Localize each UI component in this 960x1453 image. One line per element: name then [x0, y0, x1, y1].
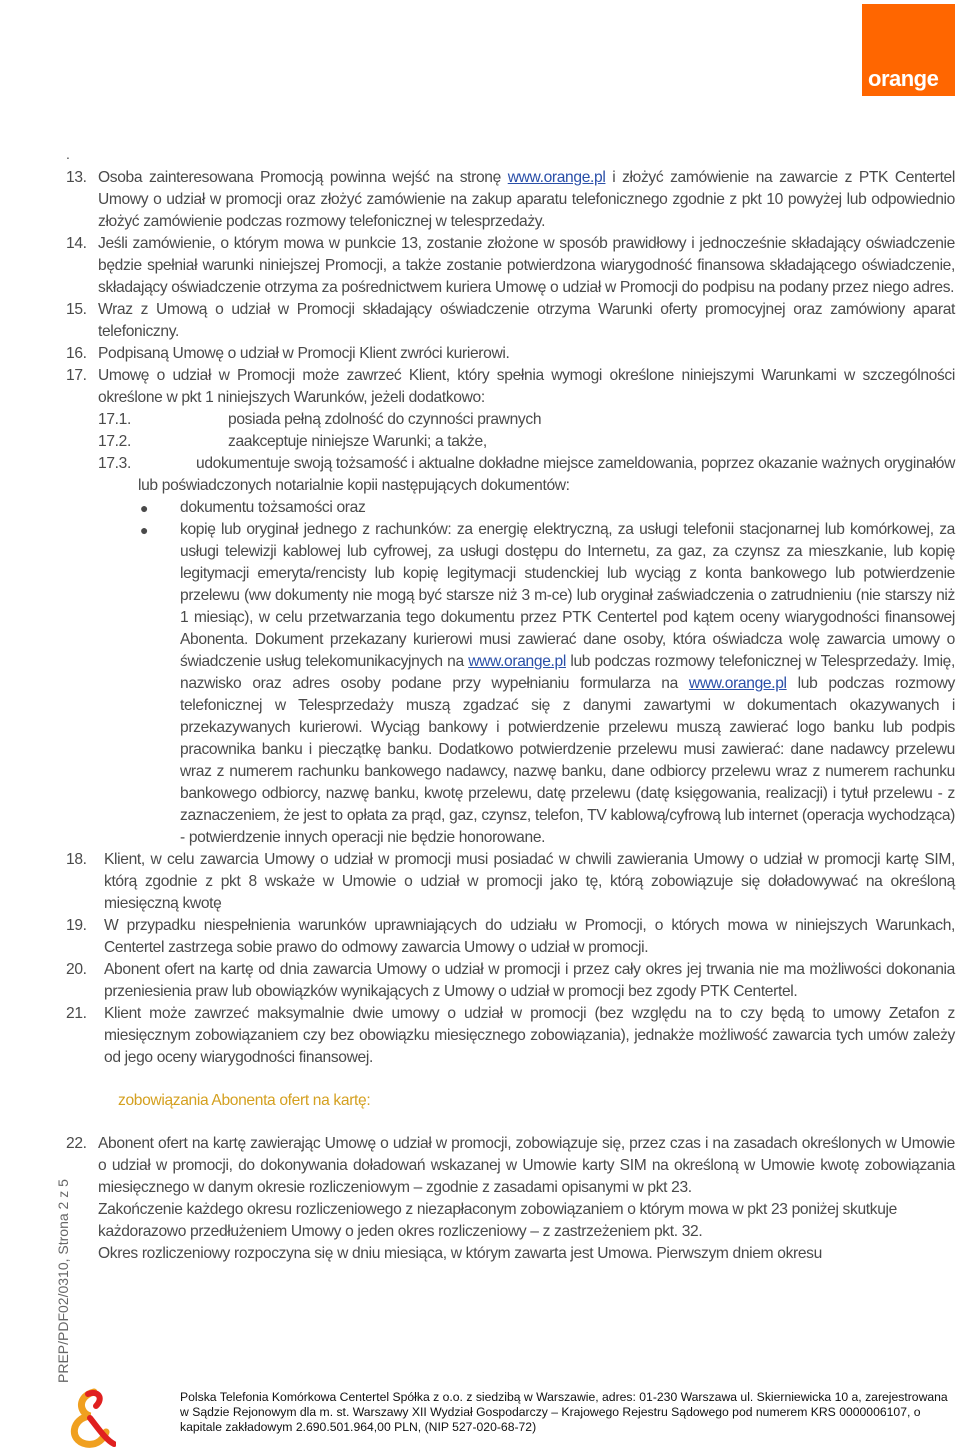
orange-ampersand-logo-icon — [64, 1388, 116, 1448]
orange-link[interactable]: www.orange.pl — [468, 653, 566, 670]
section-heading: zobowiązania Abonenta ofert na kartę: — [118, 1092, 371, 1109]
list-item: 19. W przypadku niespełnienia warunków uprawniających do udziału w Promocji, o których mowa w niniejszych Warunkach, Centertel zastrzega sobie prawo do odmowy zawarcia Umowy o udział w promocji. — [66, 917, 955, 956]
orange-logo: orange — [862, 4, 955, 96]
list-item: 13. Osoba zainteresowana Promocją powinna wejść na stronę www.orange.pl i złożyć zamówienie na zawarcie z PTK Centertel Umowy o udział w promocji oraz złożyć zamówienie na zakup aparatu telefonicznego zgodnie z pkt 10 powyżej lub odpowiednio złożyć zamówienie podczas rozmowy telefonicznej w telesprzedaży. — [66, 169, 955, 230]
paragraph: Okres rozliczeniowy rozpoczyna się w dniu miesiąca, w którym zawarta jest Umowa. Pierwszym dniem okresu — [98, 1245, 822, 1262]
orange-link[interactable]: www.orange.pl — [507, 169, 606, 186]
sub-item: 17.3. udokumentuje swoją tożsamość i aktualne dokładne miejsce zameldowania, poprzez okazanie ważnych oryginałów lub poświadczonych notarialnie kopii następujących dokumentów: — [98, 455, 955, 494]
list-item: 21. Klient może zawrzeć maksymalnie dwie umowy o udział w promocji (bez względu na to czy będą to umowy Zetafon z miesięcznym zobowiązaniem czy bez obowiązku miesięcznego zobowiązania), jednakże możliwość zawarcia tych umów zależy od jego oceny wiarygodności finansowej. — [66, 1005, 955, 1066]
list-item: 14. Jeśli zamówienie, o którym mowa w punkcie 13, zostanie złożone w sposób prawidłowy i jednocześnie składający oświadczenie będzie spełniał warunki niniejszej Promocji, a także zostanie potwierdzona wiarygodność finansowa składającego oświadczenie, składający oświadczenie otrzyma za pośrednictwem kuriera Umowę o udział w Promocji do podpisu na podany przez niego adres. — [66, 235, 955, 296]
list-item: 15. Wraz z Umową o udział w Promocji składający oświadczenie otrzyma Warunki oferty promocyjnej oraz zamówiony aparat telefoniczny. — [66, 301, 955, 340]
paragraph: Zakończenie każdego okresu rozliczeniowego z niezapłaconym zobowiązaniem o którym mowa w pkt 23 poniżej skutkuje każdorazowo przedłużeniem Umowy o jeden okres rozliczeniowy – z zastrzeżeniem pkt. 32. — [98, 1201, 897, 1240]
bullet-icon: ● — [140, 500, 149, 516]
list-item: 18. Klient, w celu zawarcia Umowy o udział w promocji musi posiadać w chwili zawierania Umowy o udział w promocji kartę SIM, którą zgodnie z pkt 8 wskaże w Umowie o udział w promocji jako tę, którą zobowiązuje się doładowywać na określoną miesięczną kwotę — [66, 851, 955, 912]
list-item: 16. Podpisaną Umowę o udział w Promocji Klient zwróci kurierowi. — [66, 345, 510, 362]
list-item: 20. Abonent ofert na kartę od dnia zawarcia Umowy o udział w promocji i przez cały okres jej trwania nie ma możliwości dokonania przeniesienia praw lub obowiązków wynikających z Umowy o udział w promocji bez zgody PTK Centertel. — [66, 961, 955, 1000]
bullet-item: ● dokumentu tożsamości oraz — [66, 497, 955, 519]
document-body — [66, 167, 955, 1265]
bullet-item: ● kopię lub oryginał jednego z rachunków: za energię elektryczną, za usługi telefonii stacjonarnej lub komórkowej, za usługi telewizji kablowej lub cyfrowej, za usługi dostępu do Internetu, za gaz, za czynsz za mieszkanie, lub kopię legitymacji emeryta/rencisty lub kopię legitymacji studenckiej lub wyciąg z konta bankowego lub potwierdzenie przelewu (ww dokumenty nie mogą być starsze niż 3 m-ce) lub oryginał zaświadczenia o zatrudnieniu (nie starszy niż 1 miesiąc), w celu przetwarzania tego dokumentu przez PTK Centertel pod kątem oceny wiarygodności finansowej Abonenta. Dokument przekazany kurierowi musi zawierać dane osoby, która oświadcza wolę zawarcia umowy o świadczenie usług telekomunikacyjnych na www.orange.pl lub podczas rozmowy telefonicznej w Telesprzedaży. Imię, nazwisko oraz adres osoby podane przy wypełnianiu formularza na www.orange.pl lub podczas rozmowy telefonicznej w Telesprzedaży muszą zgadzać się z danymi zawartymi w dokumentach okazywanych i przekazywanych kurierowi. Wyciąg bankowy i potwierdzenie przelewu muszą zawierać logo banku lub podpis pracownika banku i pieczątkę banku. Dodatkowo potwierdzenie przelewu musi zawierać: dane nadawcy przelewu wraz z numerem rachunku bankowego nadawcy, nazwę banku, dane odbiorcy przelewu wraz z numerem rachunku bankowego odbiorcy, nazwę banku, kwotę przelewu, datę przelewu (datę księgowania, realizacji) i tytuł przelewu - z zaznaczeniem, że jest to opłata za prąd, gaz, czynsz, telefon, TV kablową/cyfrową lub internet (operacja wychodząca) - potwierdzenie innych operacji nie będzie honorowane. — [140, 521, 955, 846]
list-item: 17. Umowę o udział w Promocji może zawrzeć Klient, który spełnia wymogi określone niniejszymi Warunkami w szczególności określone w pkt 1 niniejszych Warunków, jeżeli dodatkowo: — [66, 367, 955, 406]
sub-item: 17.2. zaakceptuje niniejsze Warunki; a także, — [98, 433, 487, 450]
lead-dot: . — [66, 146, 70, 162]
company-footer: Polska Telefonia Komórkowa Centertel Spółka z o.o. z siedzibą w Warszawie, adres: 01-230 Warszawa ul. Skierniewicka 10 a, zarejestrowana w Sądzie Rejonowym dla m. st. Warszawy XII Wydział Gospodarczy – Krajowego Rejestru Sądowego pod numerem KRS 0000006107, o kapitale zakładowym 2.690.501.964,00 PLN, (NIP 527-020-68-72) — [180, 1390, 948, 1434]
bullet-icon: ● — [140, 522, 149, 538]
sub-item: 17.1. posiada pełną zdolność do czynności prawnych — [98, 411, 542, 428]
list-item: 22. Abonent ofert na kartę zawierając Umowę o udział w promocji, zobowiązuje się, przez czas i na zasadach określonych w Umowie o udział w promocji, do dokonywania doładowań wskazanej w Umowie karty SIM na określoną w Umowie kwotę zobowiązania miesięcznego w danym okresie rozliczeniowym – zgodnie z zasadami opisanymi w pkt 23. — [66, 1135, 955, 1196]
orange-link[interactable]: www.orange.pl — [688, 675, 787, 692]
page-reference: PREP/PDF02/0310, Strona 2 z 5 — [55, 1179, 71, 1383]
